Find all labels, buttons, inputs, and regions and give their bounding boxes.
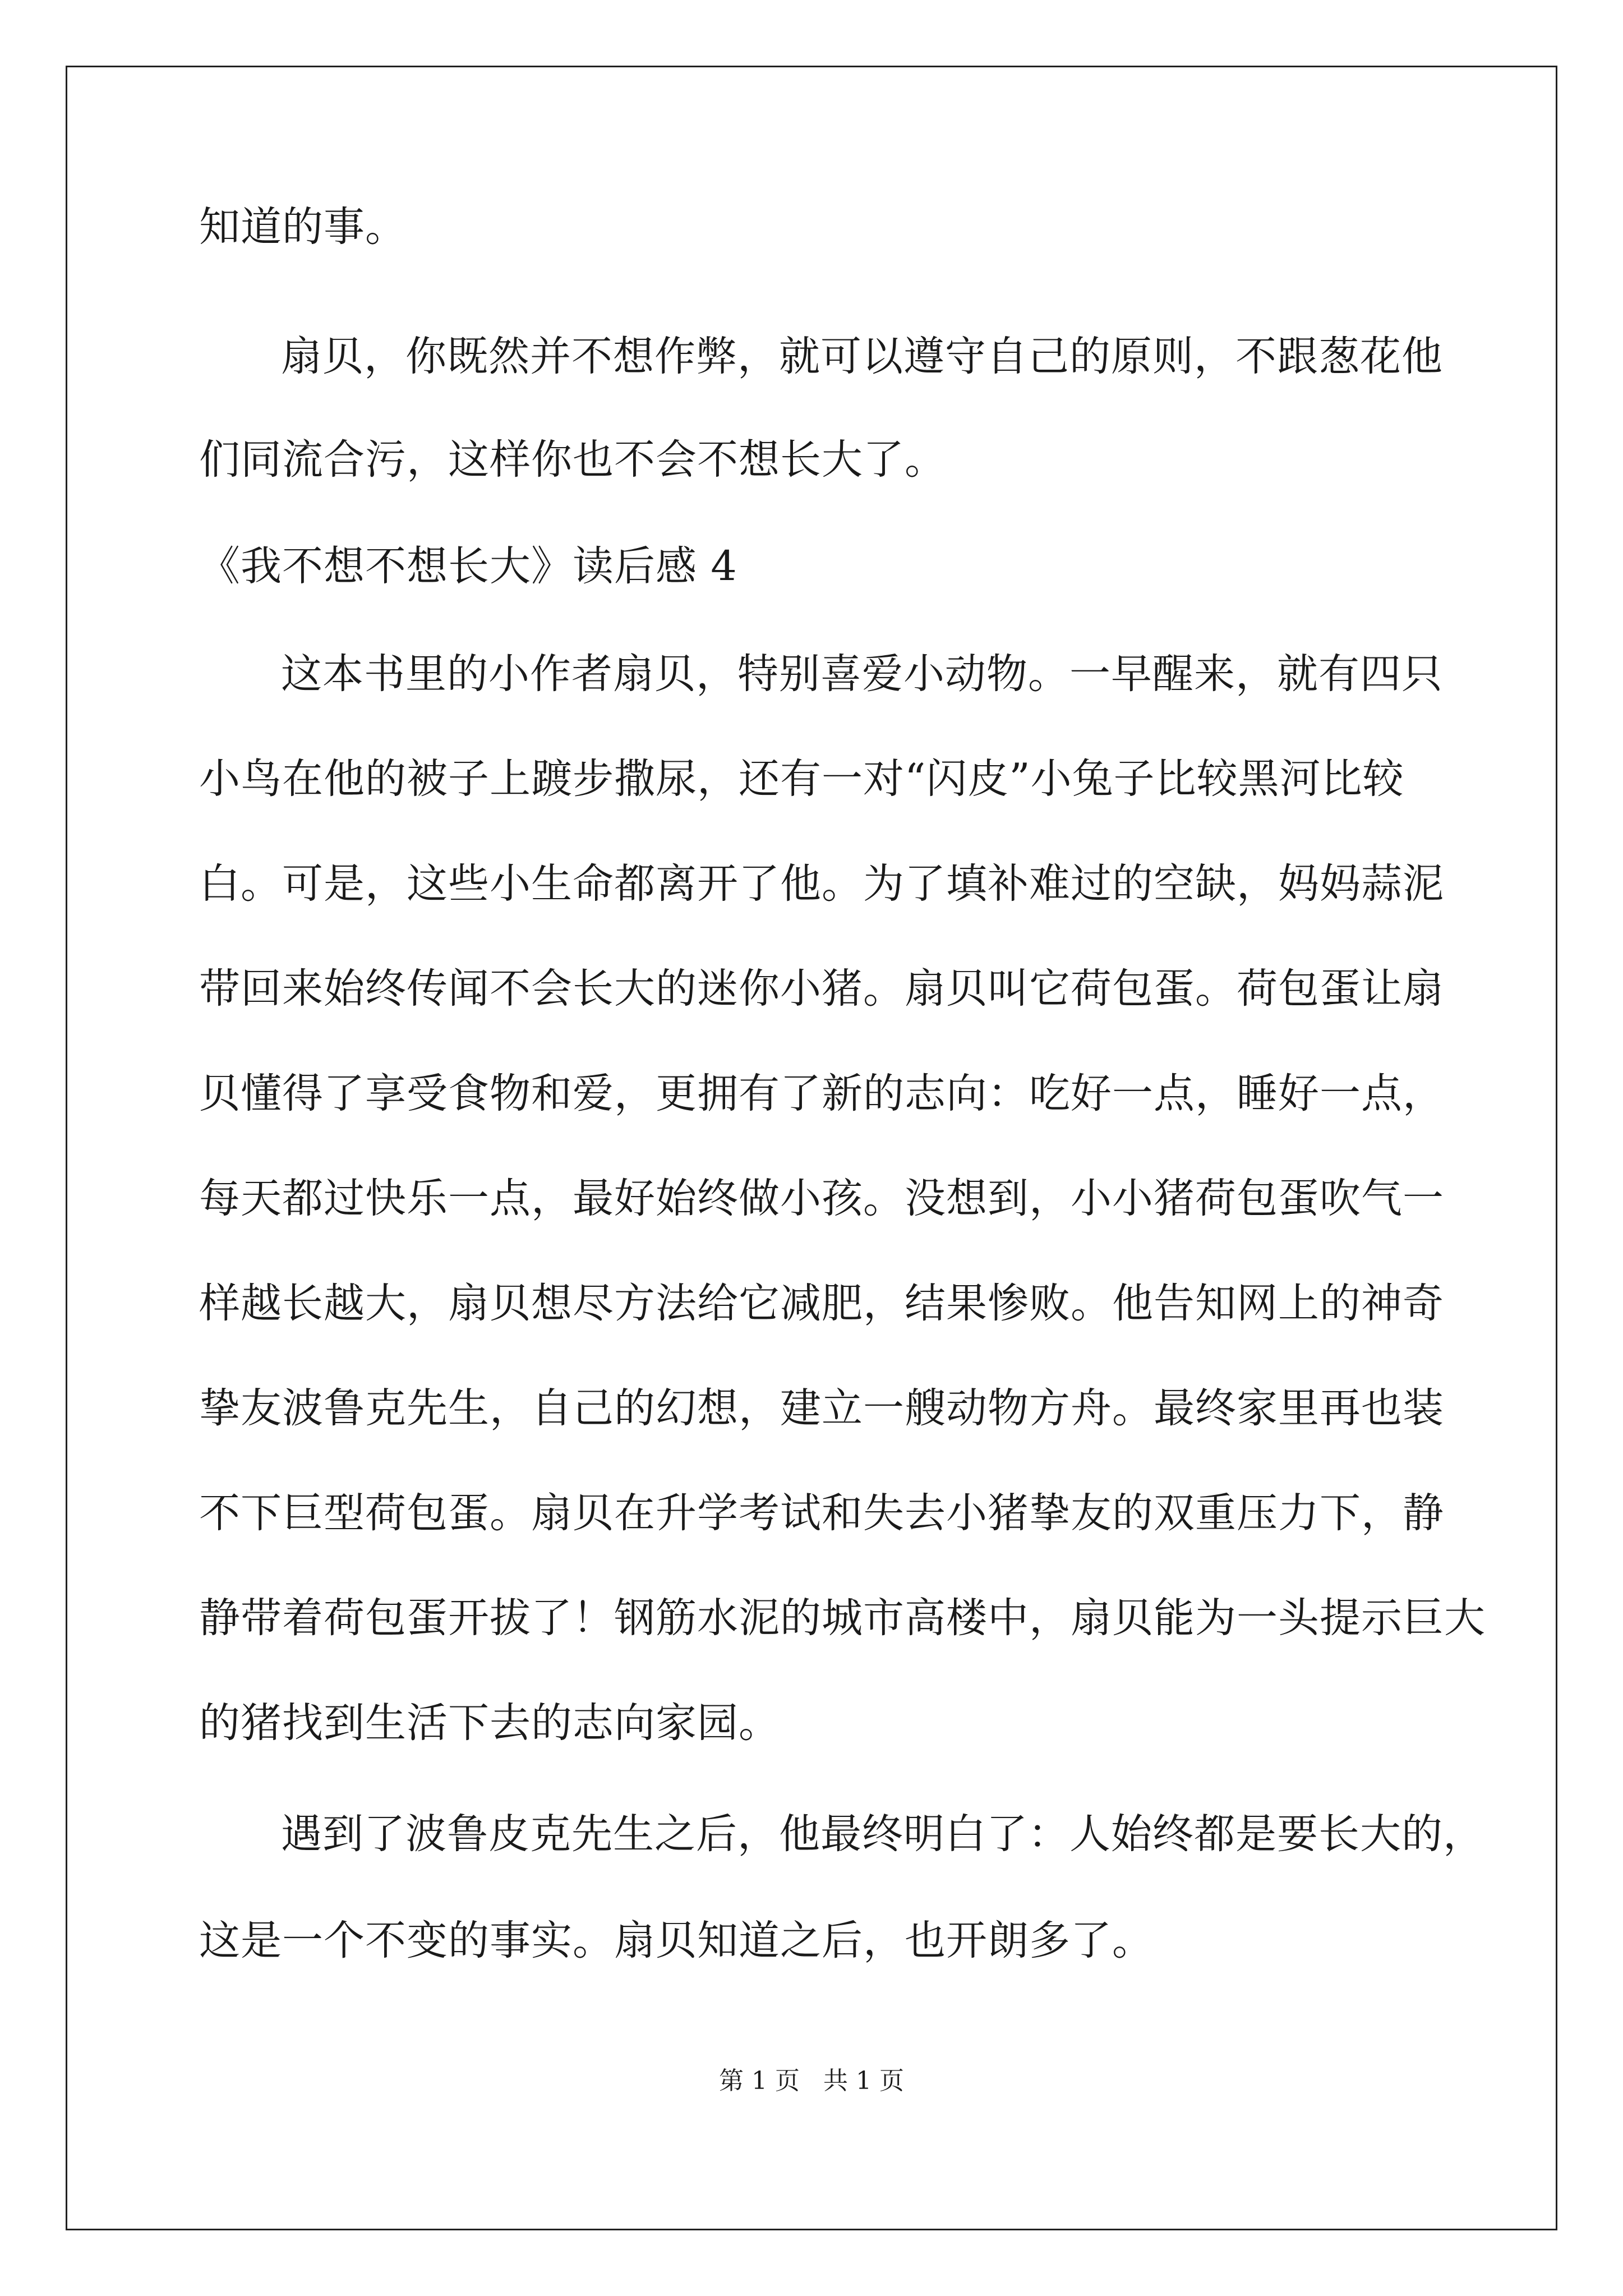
text-line: 样越长越大，扇贝想尽方法给它减肥，结果惨败。他告知网上的神奇 [199,1280,1444,1327]
text-line: 遇到了波鲁皮克先生之后，他最终明白了：人始终都是要长大的， [281,1810,1484,1858]
text-line: 白。可是，这些小生命都离开了他。为了填补难过的空缺，妈妈蒜泥 [199,860,1444,908]
text-line: 扇贝，你既然并不想作弊，就可以遵守自己的原则，不跟葱花他 [281,333,1443,380]
page-frame [66,66,1557,2230]
text-line: 贝懂得了享受食物和爱，更拥有了新的志向：吃好一点，睡好一点， [199,1070,1444,1117]
text-line: 不下巨型荷包蛋。扇贝在升学考试和失去小猪挚友的双重压力下，静 [199,1489,1444,1537]
text-line: 这本书里的小作者扇贝，特别喜爱小动物。一早醒来，就有四只 [281,650,1443,698]
section-heading: 《我不想不想长大》读后感 4 [199,542,737,590]
text-line: 的猪找到生活下去的志向家园。 [199,1699,780,1747]
page-total: 共 1 页 [823,2067,904,2095]
text-line: 静带着荷包蛋开拔了！钢筋水泥的城市高楼中，扇贝能为一头提示巨大 [199,1594,1486,1642]
page-number: 第 1 页 [719,2067,800,2095]
text-line: 挚友波鲁克先生，自己的幻想，建立一艘动物方舟。最终家里再也装 [199,1384,1444,1432]
text-line: 们同流合污，这样你也不会不想长大了。 [199,436,946,484]
text-line: 带回来始终传闻不会长大的迷你小猪。扇贝叫它荷包蛋。荷包蛋让扇 [199,965,1444,1013]
text-line: 小鸟在他的被子上踱步撒尿，还有一对“闪皮”小兔子比较黑河比较 [199,755,1404,803]
text-line: 每天都过快乐一点，最好始终做小孩。没想到，小小猪荷包蛋吹气一 [199,1175,1444,1222]
text-line: 这是一个不变的事实。扇贝知道之后，也开朗多了。 [199,1917,1154,1964]
page-footer [0,2064,1623,2098]
text-line: 知道的事。 [199,203,407,251]
